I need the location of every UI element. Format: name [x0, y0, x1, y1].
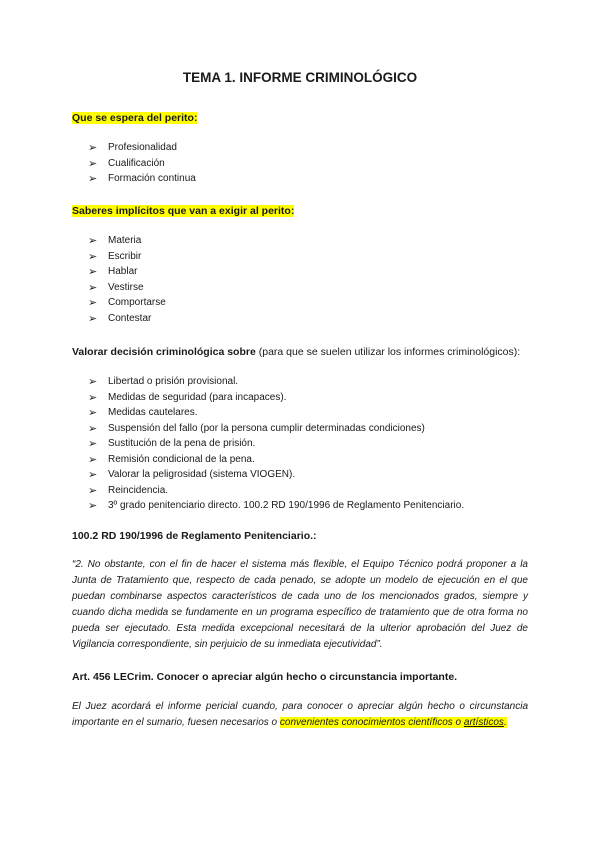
list-item: ➢ Hablar	[88, 265, 138, 278]
arrowhead-bullet-icon: ➢	[88, 421, 98, 435]
list-item: ➢ Materia	[88, 234, 142, 247]
highlighted-heading: Que se espera del perito:	[72, 112, 198, 124]
highlighted-text: convenientes conocimientos científicos o artísticos.	[279, 717, 507, 728]
arrowhead-bullet-icon: ➢	[88, 265, 98, 278]
list-item: ➢ Vestirse	[88, 280, 144, 294]
quote-line: cuando dicha medida se fundamente en un programa específico de tratamiento que de otra forma no	[72, 607, 528, 618]
list-item: ➢ Formación continua	[88, 172, 196, 185]
list-item: ➢ Contestar	[88, 311, 152, 325]
list-item: ➢ Reincidencia.	[88, 483, 169, 497]
arrowhead-bullet-icon: ➢	[88, 452, 98, 466]
arrowhead-bullet-icon: ➢	[88, 406, 98, 419]
quote-line: Vigilancia correspondiente, sin perjuicio de su inmediata ejecutividad”.	[72, 639, 383, 650]
list-item: ➢ Sustitución de la pena de prisión.	[88, 437, 256, 450]
quote-line: “2. No obstante, con el fin de hacer el sistema más flexible, el Equipo Técnico podrá proponer a la	[72, 559, 528, 570]
arrowhead-bullet-icon: ➢	[88, 156, 98, 170]
arrowhead-bullet-icon: ➢	[88, 234, 98, 247]
implicit-knowledge-list	[88, 233, 166, 326]
list-item: ➢ Medidas cautelares.	[88, 406, 198, 419]
highlighted-heading: Saberes implícitos que van a exigir al perito:	[72, 205, 295, 217]
underlined-text: artísticos	[463, 717, 504, 728]
arrowhead-bullet-icon: ➢	[88, 375, 98, 388]
reglamento-quote	[72, 557, 528, 653]
section-heading-expectations	[72, 112, 197, 124]
arrowhead-bullet-icon: ➢	[88, 483, 98, 497]
quote-line: Junta de Tratamiento que, respecto de cada penado, se adopte un modelo de ejecución en el que	[72, 575, 528, 586]
paragraph-line: importante en el sumario, fuesen necesarios o convenientes conocimientos científicos o artísticos.	[72, 717, 507, 728]
list-item: ➢ Valorar la peligrosidad (sistema VIOGEN).	[88, 468, 296, 481]
arrowhead-bullet-icon: ➢	[88, 280, 98, 294]
quote-line: pueda ser ejecutado. Esta medida excepcional necesitará de la ulterior aprobación del Juez de	[72, 623, 528, 634]
expectations-list	[88, 140, 196, 187]
list-item: ➢ Comportarse	[88, 296, 166, 309]
arrowhead-bullet-icon: ➢	[88, 296, 98, 309]
arrowhead-bullet-icon: ➢	[88, 437, 98, 450]
arrowhead-bullet-icon: ➢	[88, 499, 98, 512]
list-item: ➢ Remisión condicional de la pena.	[88, 452, 255, 466]
section-heading-implicit-knowledge	[72, 205, 294, 217]
section-heading-lecrim: Art. 456 LECrim. Conocer o apreciar algún hecho o circunstancia importante.	[72, 671, 458, 683]
list-item: ➢ Cualificación	[88, 156, 165, 170]
list-item: ➢ Escribir	[88, 249, 142, 263]
quote-line: puedan combinarse aspectos característicos de cada uno de los mencionados grados, siempre y	[72, 591, 528, 602]
list-item: ➢ Libertad o prisión provisional.	[88, 375, 239, 388]
section-heading-criminological-decision: Valorar decisión criminológica sobre (para que se suelen utilizar los informes criminológicos):	[72, 346, 521, 358]
lecrim-paragraph	[72, 699, 528, 731]
arrowhead-bullet-icon: ➢	[88, 141, 98, 154]
criminological-decision-list	[88, 374, 464, 514]
arrowhead-bullet-icon: ➢	[88, 249, 98, 263]
list-item: ➢ Medidas de seguridad (para incapaces).	[88, 390, 287, 404]
list-item: ➢ Profesionalidad	[88, 141, 177, 154]
arrowhead-bullet-icon: ➢	[88, 311, 98, 325]
arrowhead-bullet-icon: ➢	[88, 468, 98, 481]
page-title: TEMA 1. INFORME CRIMINOLÓGICO	[182, 70, 418, 85]
list-item: ➢ 3º grado penitenciario directo. 100.2 RD 190/1996 de Reglamento Penitenciario.	[88, 499, 465, 512]
arrowhead-bullet-icon: ➢	[88, 390, 98, 404]
arrowhead-bullet-icon: ➢	[88, 172, 98, 185]
section-heading-reglamento: 100.2 RD 190/1996 de Reglamento Penitenciario.:	[72, 530, 317, 542]
list-item: ➢ Suspensión del fallo (por la persona cumplir determinadas condiciones)	[88, 421, 425, 435]
paragraph-line: El Juez acordará el informe pericial cuando, para conocer o apreciar algún hecho o circunstancia	[72, 701, 528, 712]
